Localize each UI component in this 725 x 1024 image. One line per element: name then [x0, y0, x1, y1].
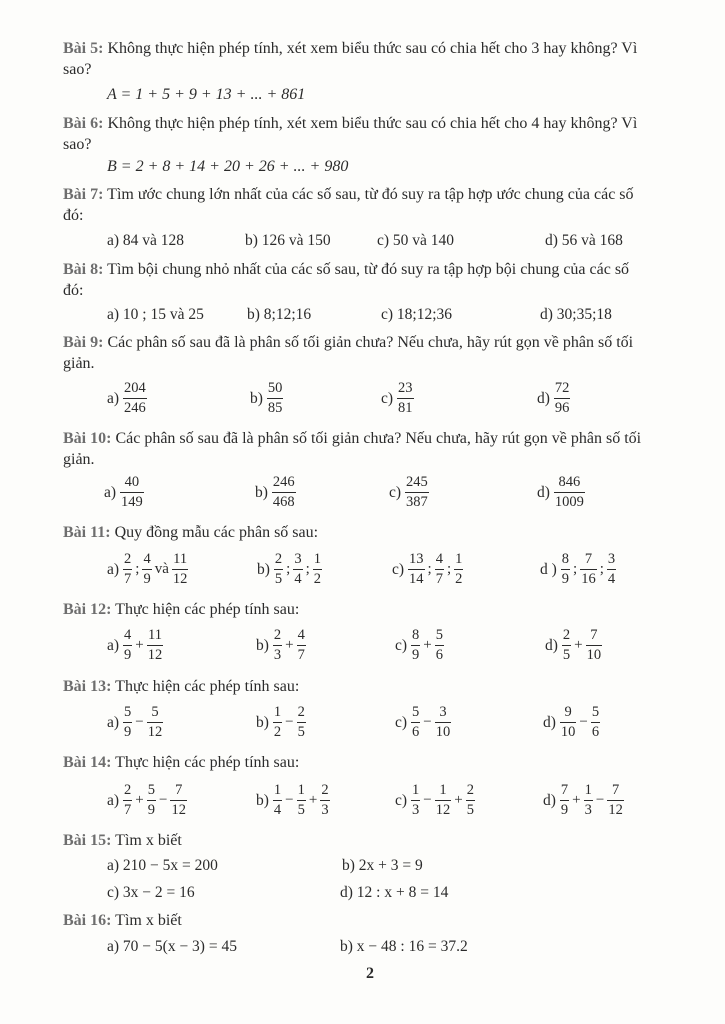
b10-option-a: a) $\frac{40}{149}$	[104, 474, 143, 510]
b14-text: Thực hiện các phép tính sau:	[111, 754, 300, 771]
fraction: $\frac{2}{5}$	[274, 551, 283, 587]
fraction: $\frac{1}{2}$	[273, 704, 282, 740]
b6-expression: B = 2 + 8 + 14 + 20 + 26 + ... + 980	[107, 158, 349, 175]
fraction: $\frac{3}{4}$	[607, 551, 616, 587]
fraction: $\frac{1}{2}$	[313, 551, 322, 587]
b7-option-d: d) 56 và 168	[545, 232, 623, 249]
b11-line1	[63, 522, 318, 543]
fraction: $\frac{2}{3}$	[273, 627, 282, 663]
b8-option-c: c) 18;12;36	[381, 306, 453, 323]
b9-option-b: b) $\frac{50}{85}$	[250, 380, 283, 416]
b16-label: Bài 16:	[63, 912, 112, 929]
b10-label: Bài 10:	[63, 430, 112, 447]
fraction: $\frac{1}{4}$	[273, 782, 282, 818]
b14-option-d: d) $\frac{7}{9}$ + $\frac{1}{3}$ − $\frac{7}{12}$	[543, 782, 623, 818]
fraction: $\frac{40}{149}$	[121, 474, 143, 510]
b9-line1	[63, 332, 633, 353]
fraction: $\frac{23}{81}$	[398, 380, 413, 416]
fraction: $\frac{2}{5}$	[562, 627, 571, 663]
fraction: $\frac{11}{12}$	[147, 627, 163, 663]
fraction: $\frac{5}{6}$	[591, 704, 600, 740]
fraction: $\frac{8}{9}$	[412, 627, 420, 663]
b10-line1	[63, 428, 641, 449]
b10-text: Các phân số sau đã là phân số tối giản chưa? Nếu chưa, hãy rút gọn về phân số tối	[111, 430, 642, 447]
b6-text: Không thực hiện phép tính, xét xem biểu thức sau có chia hết cho 4 hay không? Vì	[103, 115, 638, 132]
b12-text: Thực hiện các phép tính sau:	[111, 601, 300, 618]
fraction: $\frac{4}{9}$	[124, 627, 132, 663]
b7-option-b: b) 126 và 150	[245, 232, 331, 249]
b15-option-d: d) 12 : x + 8 = 14	[340, 884, 449, 901]
fraction: $\frac{204}{246}$	[124, 380, 146, 416]
b9-option-a: a) $\frac{204}{246}$	[107, 380, 146, 416]
b8-option-a: a) 10 ; 15 và 25	[107, 306, 204, 323]
b11-option-a: a) $\frac{2}{7}$ ; $\frac{4}{9}$ và $\frac{11}{12}$	[107, 551, 188, 587]
b6-line2: sao?	[63, 136, 92, 153]
b16-text: Tìm x biết	[111, 912, 182, 929]
b9-option-c: c) $\frac{23}{81}$	[381, 380, 413, 416]
b11-label: Bài 11:	[63, 524, 111, 541]
b7-option-a: a) 84 và 128	[107, 232, 185, 249]
b15-option-c: c) 3x − 2 = 16	[107, 884, 195, 901]
b10-line2: giản.	[63, 451, 95, 468]
fraction: $\frac{7}{16}$	[581, 551, 596, 587]
fraction: $\frac{1}{3}$	[412, 782, 420, 818]
fraction: $\frac{50}{85}$	[267, 380, 283, 416]
fraction: $\frac{7}{12}$	[608, 782, 623, 818]
b13-option-d: d) $\frac{9}{10}$ − $\frac{5}{6}$	[543, 704, 600, 740]
b14-line1	[63, 752, 299, 773]
b8-line1	[63, 259, 629, 280]
b14-option-a: a) $\frac{2}{7}$ + $\frac{5}{9}$ − $\frac{7}{12}$	[107, 782, 186, 818]
b9-option-d: d) $\frac{72}{96}$	[537, 380, 570, 416]
b9-line2: giản.	[63, 355, 95, 372]
b5-expression: A = 1 + 5 + 9 + 13 + ... + 861	[107, 86, 306, 103]
b12-option-b: b) $\frac{2}{3}$ + $\frac{4}{7}$	[256, 627, 305, 663]
fraction: $\frac{13}{14}$	[409, 551, 424, 587]
b10-option-c: c) $\frac{245}{387}$	[389, 474, 428, 510]
b15-option-a: a) 210 − 5x = 200	[107, 857, 218, 874]
fraction: $\frac{2}{5}$	[466, 782, 474, 818]
fraction: $\frac{7}{10}$	[586, 627, 602, 663]
fraction: $\frac{245}{387}$	[406, 474, 428, 510]
fraction: $\frac{246}{468}$	[272, 474, 295, 510]
fraction: $\frac{8}{9}$	[561, 551, 570, 587]
b15-text: Tìm x biết	[111, 832, 182, 849]
b8-option-d: d) 30;35;18	[540, 306, 612, 323]
fraction: $\frac{5}{9}$	[147, 782, 156, 818]
b13-option-c: c) $\frac{5}{6}$ − $\frac{3}{10}$	[395, 704, 451, 740]
b9-label: Bài 9:	[63, 334, 104, 351]
b15-option-b: b) 2x + 3 = 9	[342, 857, 423, 874]
b13-label: Bài 13:	[63, 678, 112, 695]
b12-option-a: a) $\frac{4}{9}$ + $\frac{11}{12}$	[107, 627, 163, 663]
b16-option-a: a) 70 − 5(x − 3) = 45	[107, 938, 237, 955]
b6-line1	[63, 113, 637, 134]
b5-label: Bài 5:	[63, 40, 104, 57]
fraction: $\frac{72}{96}$	[554, 380, 570, 416]
fraction: $\frac{3}{4}$	[294, 551, 302, 587]
fraction: $\frac{1}{2}$	[455, 551, 463, 587]
b6-label: Bài 6:	[63, 115, 104, 132]
fraction: $\frac{846}{1009}$	[554, 474, 584, 510]
b5-line2: sao?	[63, 61, 92, 78]
fraction: $\frac{1}{12}$	[435, 782, 451, 818]
b7-line1	[63, 184, 634, 205]
fraction: $\frac{5}{9}$	[124, 704, 132, 740]
b9-text: Các phân số sau đã là phân số tối giản chưa? Nếu chưa, hãy rút gọn về phân số tối	[103, 334, 634, 351]
fraction: $\frac{11}{12}$	[172, 551, 188, 587]
b11-option-b: b) $\frac{2}{5}$ ; $\frac{3}{4}$ ; $\frac{1}{2}$	[257, 551, 322, 587]
b10-option-d: d) $\frac{846}{1009}$	[537, 474, 584, 510]
b15-line1	[63, 830, 182, 851]
fraction: $\frac{2}{3}$	[321, 782, 329, 818]
b7-line2: đó:	[63, 207, 84, 224]
b11-option-c: c) $\frac{13}{14}$ ; $\frac{4}{7}$ ; $\frac{1}{2}$	[392, 551, 463, 587]
fraction: $\frac{1}{5}$	[297, 782, 305, 818]
fraction: $\frac{2}{7}$	[124, 782, 132, 818]
b16-line1	[63, 910, 182, 931]
b7-text: Tìm ước chung lớn nhất của các số sau, từ đó suy ra tập hợp ước chung của các số	[103, 186, 634, 203]
b10-option-b: b) $\frac{246}{468}$	[255, 474, 295, 510]
b12-option-d: d) $\frac{2}{5}$ + $\frac{7}{10}$	[545, 627, 602, 663]
fraction: $\frac{1}{3}$	[584, 782, 592, 818]
b8-text: Tìm bội chung nhỏ nhất của các số sau, từ đó suy ra tập hợp bội chung của các số	[103, 261, 630, 278]
b11-option-d: d ) $\frac{8}{9}$ ; $\frac{7}{16}$ ; $\frac{3}{4}$	[540, 551, 616, 587]
b15-label: Bài 15:	[63, 832, 112, 849]
b7-label: Bài 7:	[63, 186, 104, 203]
fraction: $\frac{4}{7}$	[297, 627, 305, 663]
fraction: $\frac{2}{7}$	[124, 551, 132, 587]
b8-line2: đó:	[63, 282, 84, 299]
b14-option-c: c) $\frac{1}{3}$ − $\frac{1}{12}$ + $\frac{2}{5}$	[395, 782, 474, 818]
fraction: $\frac{4}{9}$	[143, 551, 151, 587]
fraction: $\frac{7}{9}$	[560, 782, 569, 818]
b13-option-a: a) $\frac{5}{9}$ − $\frac{5}{12}$	[107, 704, 163, 740]
fraction: $\frac{5}{6}$	[412, 704, 420, 740]
b13-line1	[63, 676, 299, 697]
b12-line1	[63, 599, 299, 620]
fraction: $\frac{7}{12}$	[171, 782, 186, 818]
b5-line1	[63, 38, 637, 59]
fraction: $\frac{2}{5}$	[297, 704, 305, 740]
b7-option-c: c) 50 và 140	[377, 232, 455, 249]
fraction: $\frac{4}{7}$	[435, 551, 443, 587]
b16-option-b: b) x − 48 : 16 = 37.2	[340, 938, 468, 955]
b14-option-b: b) $\frac{1}{4}$ − $\frac{1}{5}$ + $\frac{2}{3}$	[256, 782, 329, 818]
fraction: $\frac{3}{10}$	[435, 704, 451, 740]
fraction: $\frac{5}{6}$	[435, 627, 444, 663]
b12-label: Bài 12:	[63, 601, 112, 618]
b14-label: Bài 14:	[63, 754, 112, 771]
b13-text: Thực hiện các phép tính sau:	[111, 678, 300, 695]
fraction: $\frac{5}{12}$	[147, 704, 163, 740]
b11-text: Quy đồng mẫu các phân số sau:	[110, 524, 319, 541]
b13-option-b: b) $\frac{1}{2}$ − $\frac{2}{5}$	[256, 704, 305, 740]
b8-label: Bài 8:	[63, 261, 104, 278]
b8-option-b: b) 8;12;16	[247, 306, 312, 323]
b5-text: Không thực hiện phép tính, xét xem biểu thức sau có chia hết cho 3 hay không? Vì	[103, 40, 638, 57]
fraction: $\frac{9}{10}$	[560, 704, 576, 740]
page-number: 2	[366, 965, 374, 982]
b12-option-c: c) $\frac{8}{9}$ + $\frac{5}{6}$	[395, 627, 444, 663]
